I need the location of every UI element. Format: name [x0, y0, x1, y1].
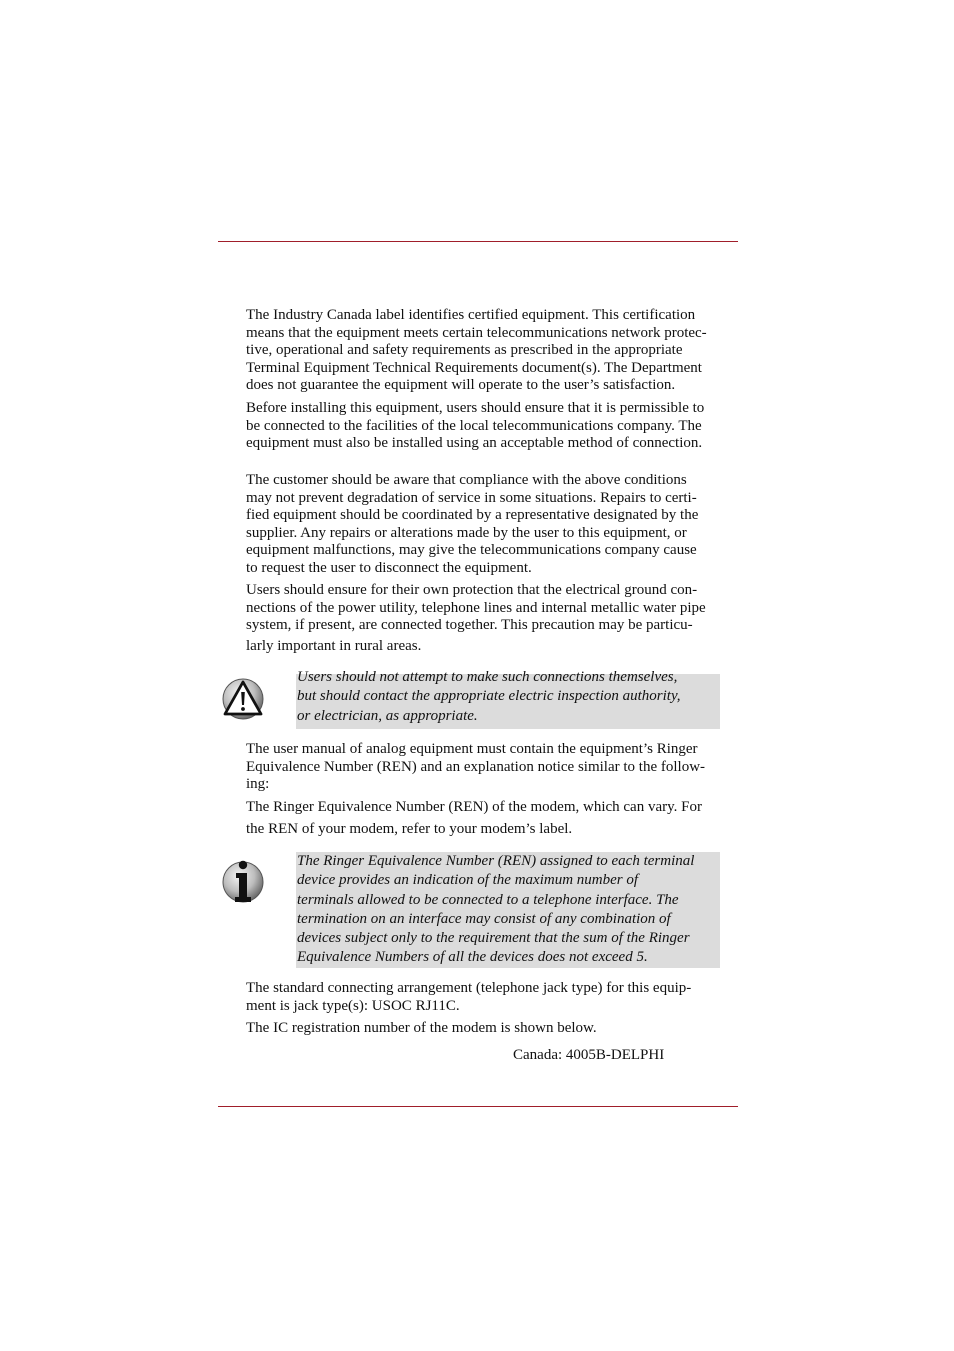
text-line: the REN of your modem, refer to your modem’s label.	[246, 820, 573, 837]
text-line: means that the equipment meets certain telecommunications network protec-	[246, 324, 707, 341]
text-line: equipment must also be installed using an acceptable method of connection.	[246, 435, 703, 452]
registration-number: Canada: 4005B-DELPHI	[513, 1047, 665, 1063]
text-line: Equivalence Number (REN) and an explanation notice similar to the follow-	[246, 758, 706, 775]
text-line: ing:	[246, 776, 270, 793]
paragraph-customer-aware	[246, 472, 738, 578]
paragraph-before-installing	[246, 400, 738, 453]
text-line: to request the user to disconnect the equipment.	[246, 559, 532, 576]
text-line: ment is jack type(s): USOC RJ11C.	[246, 997, 460, 1014]
info-line: terminals allowed to be connected to a telephone interface. The	[297, 891, 679, 908]
paragraph-ground-protection	[246, 582, 738, 655]
text-line: nections of the power utility, telephone lines and internal metallic water pipe	[246, 599, 706, 616]
text-line: The IC registration number of the modem is shown below.	[246, 1020, 597, 1036]
text-line: larly important in rural areas.	[246, 637, 422, 654]
text-line: fied equipment should be coordinated by a representative designated by the	[246, 507, 699, 524]
text-line: The Ringer Equivalence Number (REN) of the modem, which can vary. For	[246, 799, 702, 815]
paragraph-user-manual-ren	[246, 741, 738, 794]
text-line: system, if present, are connected together. This precaution may be particu-	[246, 617, 693, 634]
caution-line: Users should not attempt to make such connections themselves,	[297, 669, 678, 685]
footer-rule	[218, 1106, 738, 1107]
info-line: device provides an indication of the maximum number of	[297, 872, 639, 889]
info-line: devices subject only to the requirement that the sum of the Ringer	[297, 930, 690, 947]
paragraph-ren-modem	[246, 799, 738, 838]
text-line: The Industry Canada label identifies certified equipment. This certification	[246, 307, 696, 323]
text-line: Before installing this equipment, users should ensure that it is permissible to	[246, 400, 705, 416]
paragraph-ic-label	[246, 307, 738, 395]
text-line: may not prevent degradation of service in some situations. Repairs to certi-	[246, 489, 697, 506]
info-line: termination on an interface may consist of any combination of	[297, 910, 671, 927]
info-line: Equivalence Numbers of all the devices does not exceed 5.	[297, 949, 648, 966]
header-rule	[218, 241, 738, 242]
text-line: be connected to the facilities of the local telecommunications company. The	[246, 417, 702, 434]
text-line: Terminal Equipment Technical Requirements document(s). The Department	[246, 359, 702, 376]
text-line: equipment malfunctions, may give the telecommunications company cause	[246, 542, 697, 559]
paragraph-ic-registration	[246, 1020, 738, 1038]
text-line: does not guarantee the equipment will operate to the user’s satisfaction.	[246, 377, 676, 394]
text-line: tive, operational and safety requirements as prescribed in the appropriate	[246, 342, 683, 359]
text-line: supplier. Any repairs or alterations made by the user to this equipment, or	[246, 524, 687, 541]
caution-line: but should contact the appropriate electric inspection authority,	[297, 688, 681, 705]
info-note	[296, 852, 720, 968]
info-line: The Ringer Equivalence Number (REN) assigned to each terminal	[297, 853, 695, 869]
paragraph-jack-type	[246, 980, 738, 1015]
text-line: The standard connecting arrangement (telephone jack type) for this equip-	[246, 980, 692, 996]
warning-triangle-icon	[220, 676, 266, 722]
text-line: The customer should be aware that compliance with the above conditions	[246, 472, 687, 488]
text-line: Users should ensure for their own protection that the electrical ground con-	[246, 582, 698, 598]
info-icon	[220, 858, 266, 904]
text-line: The user manual of analog equipment must contain the equipment’s Ringer	[246, 741, 698, 757]
caution-line: or electrician, as appropriate.	[297, 707, 478, 724]
caution-note	[296, 669, 720, 729]
